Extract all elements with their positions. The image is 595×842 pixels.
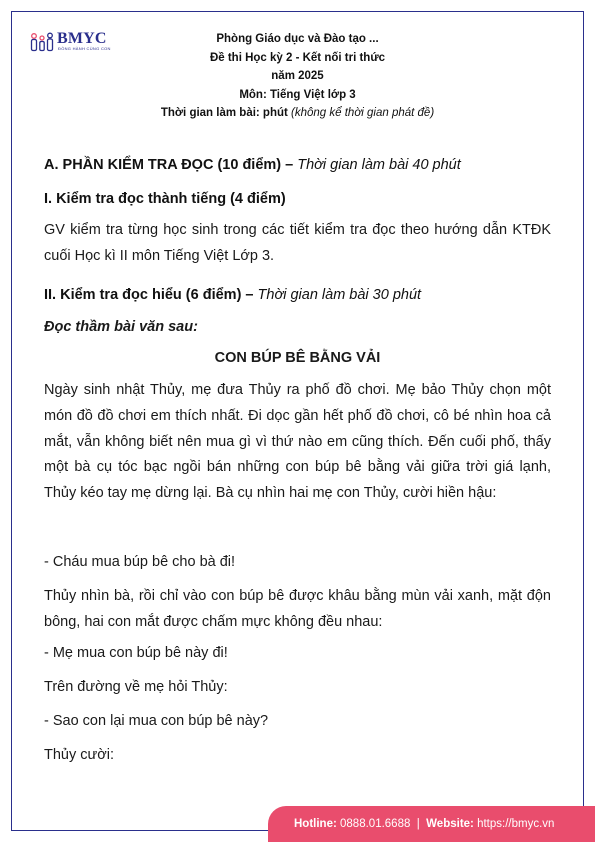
part2-title xyxy=(44,287,551,303)
reading-instruction: Đọc thầm bài văn sau: xyxy=(44,319,198,335)
header-subject: Môn: Tiếng Việt lớp 3 xyxy=(239,88,356,101)
story-paragraph-1: Ngày sinh nhật Thủy, mẹ đưa Thủy ra phố đồ chơi. Mẹ bảo Thủy chọn một món đồ đồ chơi em thích nhất. Đi dọc gần hết phố đồ chơi, cô bé nhìn hoa cả mắt, vẫn không biết nên mua gì vì thứ nào em cũng thích. Đến cuối phố, thấy một bà cụ tóc bạc ngồi bán những con búp bê bằng vải giữa trời giá lạnh, Thủy kéo tay mẹ dừng lại. Bà cụ nhìn hai mẹ con Thủy, cười hiền hậu: xyxy=(44,382,551,502)
header-duration-label: Thời gian làm bài: phút xyxy=(160,107,292,120)
part2-title-main: II. Kiểm tra đọc hiểu (6 điểm) – xyxy=(44,287,258,303)
hotline-label: Hotline: xyxy=(294,818,337,830)
section-a-title-time: Thời gian làm bài 40 phút xyxy=(297,157,461,173)
hotline-value[interactable]: 0888.01.6688 xyxy=(340,818,411,830)
website-label: Website: xyxy=(426,818,474,830)
header-year: năm 2025 xyxy=(271,70,324,83)
story-paragraph-2: - Cháu mua búp bê cho bà đi! xyxy=(44,554,236,570)
logo-tagline: ĐỒNG HÀNH CÙNG CON xyxy=(58,46,111,51)
website-link[interactable]: https://bmyc.vn xyxy=(477,818,555,830)
exam-header xyxy=(0,30,595,123)
footer-separator: | xyxy=(416,818,420,830)
contact-footer xyxy=(268,806,595,842)
story-paragraph-6: - Sao con lại mua con búp bê này? xyxy=(44,713,269,729)
header-department: Phòng Giáo dục và Đào tạo ... xyxy=(216,33,379,45)
story-paragraph-7: Thủy cười: xyxy=(44,747,114,763)
logo-brand: BMYC xyxy=(57,30,107,47)
story-paragraph-5: Trên đường về mẹ hỏi Thủy: xyxy=(44,679,228,695)
story-paragraph-3: Thủy nhìn bà, rồi chỉ vào con búp bê được khâu bằng mùn vải xanh, mặt độn bông, hai con mắt được chấm mực không đều nhau: xyxy=(44,588,551,630)
part2-title-time: Thời gian làm bài 30 phút xyxy=(257,287,422,303)
header-exam-title: Đề thi Học kỳ 2 - Kết nối tri thức xyxy=(209,51,386,64)
story-title: CON BÚP BÊ BẰNG VẢI xyxy=(214,350,381,366)
part1-title: I. Kiểm tra đọc thành tiếng (4 điểm) xyxy=(44,191,286,207)
section-a-title xyxy=(44,157,551,173)
section-a-title-main: A. PHẦN KIỂM TRA ĐỌC (10 điểm) – xyxy=(44,157,298,173)
story-paragraph-4: - Mẹ mua con búp bê này đi! xyxy=(44,645,228,661)
header-duration xyxy=(0,104,595,123)
part1-text: GV kiểm tra từng học sinh trong các tiết kiểm tra đọc theo hướng dẫn KTĐK cuối Học kì II môn Tiếng Việt Lớp 3. xyxy=(44,222,551,264)
header-duration-note: (không kể thời gian phát đề) xyxy=(291,107,435,120)
